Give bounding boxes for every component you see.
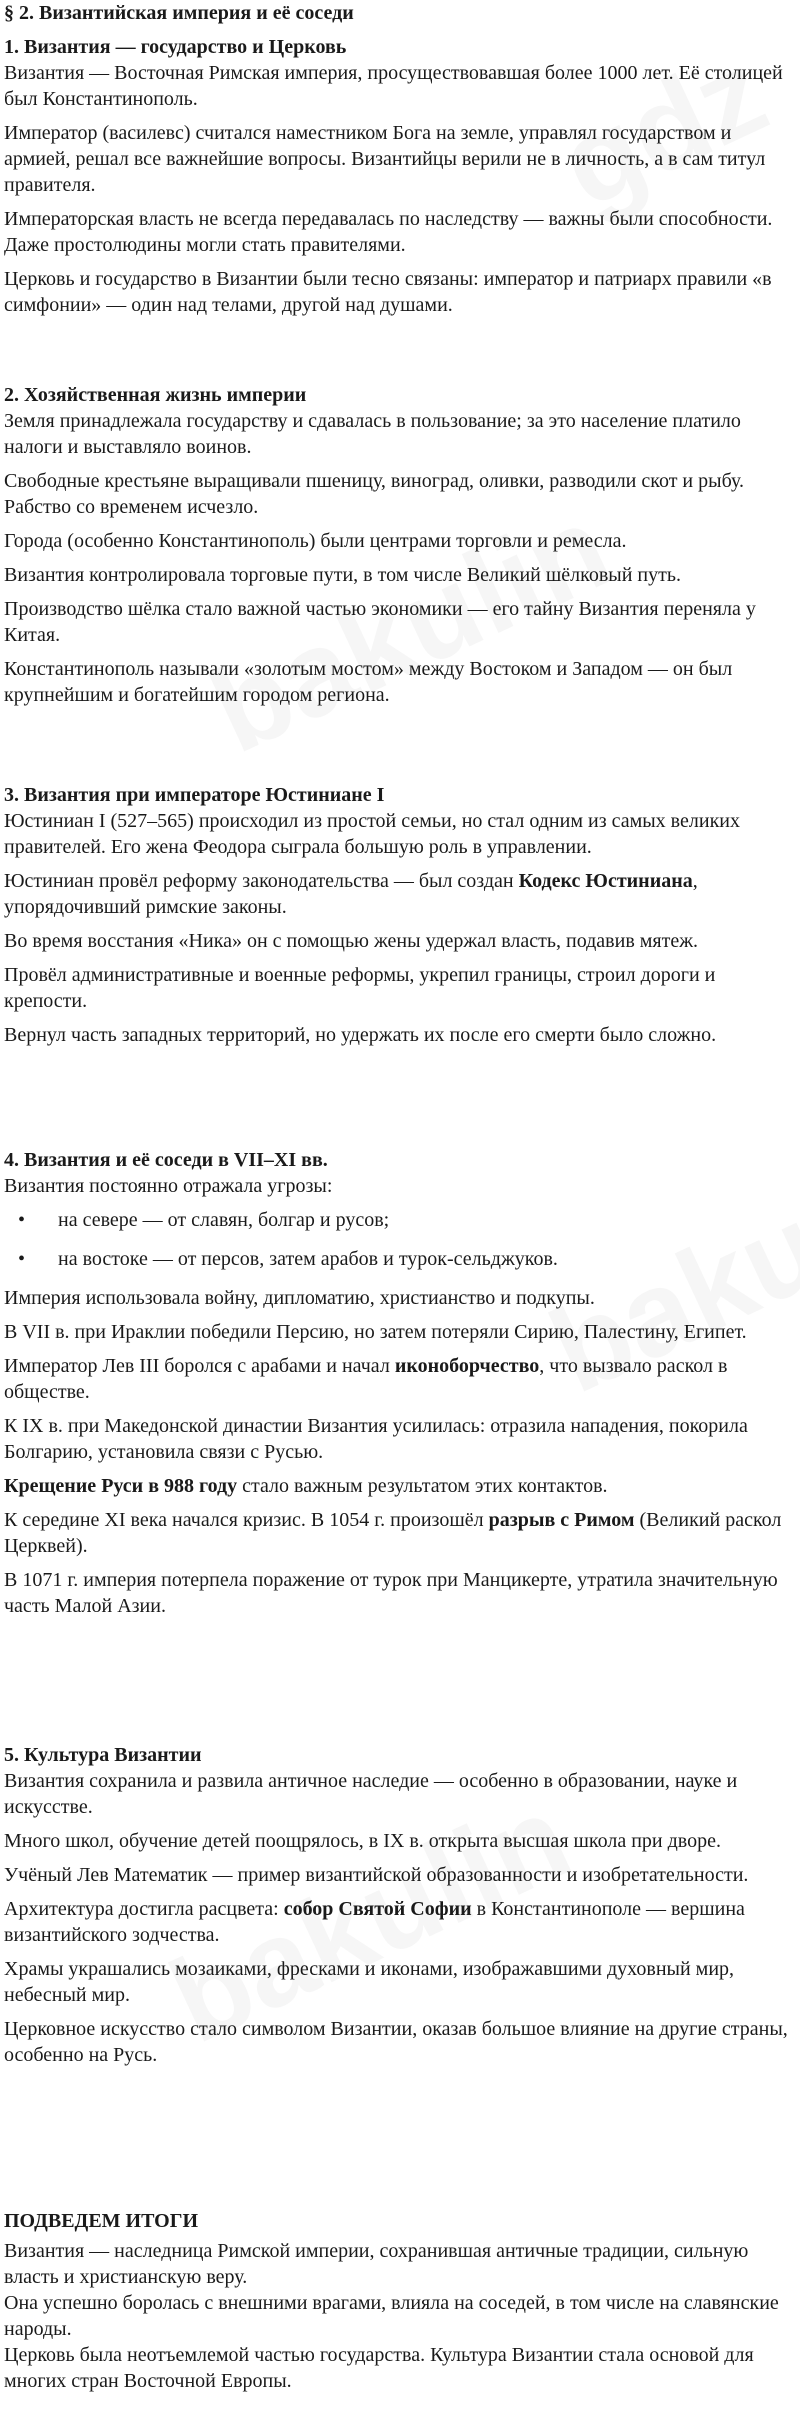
section-paragraph: Храмы украшались мозаиками, фресками и иконами, изображавшими духовный мир, небесный мир. [4,1958,735,2006]
section-paragraph: К IX в. при Македонской династии Византия усилилась: отразила нападения, покорила Болгарию, установила связи с Русью. [4,1415,748,1463]
summary-heading: ПОДВЕДЕМ ИТОГИ [4,2210,199,2232]
section-heading: 2. Хозяйственная жизнь империи [4,384,307,406]
section-paragraph: Земля принадлежала государству и сдавалась в пользование; за это население платило налоги и выставляло воинов. [4,410,741,458]
section-paragraph: Юстиниан I (527–565) происходил из простой семьи, но стал одним из самых великих правителей. Его жена Феодора сыграла большую роль в управлении. [4,810,740,858]
section-body [4,1768,788,2068]
section-paragraph: В VII в. при Ираклии победили Персию, но затем потеряли Сирию, Палестину, Египет. [4,1321,747,1343]
emphasis-text: Кодекс Юстиниана [518,870,693,892]
section-paragraph: Византия сохранила и развила античное наследие — особенно в образовании, науке и искусстве. [4,1770,738,1818]
emphasis-text: разрыв с Римом [488,1509,635,1531]
section-paragraph: Архитектура достигла расцвета: собор Святой Софии в Константинополе — вершина византийского зодчества. [4,1898,745,1946]
summary [4,2208,788,2394]
section-paragraph: Император (василевс) считался наместником Бога на земле, управлял государством и армией, решал все важнейшие вопросы. Византийцы верили не в личность, а в сам титул правителя. [4,122,766,196]
section-paragraph: В 1071 г. империя потерпела поражение от турок при Манцикерте, утратила значительную часть Малой Азии. [4,1569,778,1617]
section-paragraph: Города (особенно Константинополь) были центрами торговли и ремесла. [4,530,627,552]
list-item: • на севере — от славян, болгар и русов; [58,1207,788,1233]
section-intro: Византия постоянно отражала угрозы: [4,1175,333,1197]
section-paragraph: Провёл административные и военные реформы, укрепил границы, строил дороги и крепости. [4,964,716,1012]
section-paragraph: Византия — Восточная Римская империя, просуществовавшая более 1000 лет. Её столицей был Константинополь. [4,62,783,110]
section-paragraph: Учёный Лев Математик — пример византийской образованности и изобретательности. [4,1864,749,1886]
section-body [4,408,788,708]
summary-paragraph: Церковь была неотъемлемой частью государства. Культура Византии стала основой для многих стран Восточной Европы. [4,2344,754,2392]
section-heading: 5. Культура Византии [4,1744,202,1766]
summary-paragraph: Она успешно боролась с внешними врагами, влияла на соседей, в том числе на славянские народы. [4,2292,779,2340]
summary-paragraph: Византия — наследница Римской империи, сохранившая античные традиции, сильную власть и христианскую веру. [4,2240,749,2288]
section-paragraph: Производство шёлка стало важной частью экономики — его тайну Византия переняла у Китая. [4,598,756,646]
section-2 [4,382,788,716]
page-title: § 2. Византийская империя и её соседи [4,2,354,24]
section-heading: 3. Византия при императоре Юстиниане I [4,784,385,806]
section-paragraph: К середине XI века начался кризис. В 1054 г. произошёл разрыв с Римом (Великий раскол Церквей). [4,1509,782,1557]
section-paragraph: Константинополь называли «золотым мостом» между Востоком и Западом — он был крупнейшим и богатейшим городом региона. [4,658,733,706]
bullet-list [4,1207,788,1272]
section-heading: 4. Византия и её соседи в VII–XI вв. [4,1149,328,1171]
section-5 [4,1742,788,2076]
section-paragraph: Много школ, обучение детей поощрялось, в IX в. открыта высшая школа при дворе. [4,1830,721,1852]
section-paragraph: Империя использовала войну, дипломатию, христианство и подкупы. [4,1287,595,1309]
section-4 [4,1147,788,1627]
emphasis-text: Крещение Руси в 988 году [4,1475,238,1497]
section-body [4,808,788,1048]
section-body [4,1285,788,1619]
list-item: • на востоке — от персов, затем арабов и турок-сельджуков. [58,1246,788,1272]
section-heading: 1. Византия — государство и Церковь [4,36,347,58]
section-paragraph: Византия контролировала торговые пути, в том числе Великий шёлковый путь. [4,564,681,586]
section-3 [4,782,788,1056]
section-paragraph: Во время восстания «Ника» он с помощью жены удержал власть, подавив мятеж. [4,930,699,952]
section-body [4,60,788,318]
emphasis-text: иконоборчество [394,1355,540,1377]
section-paragraph: Свободные крестьяне выращивали пшеницу, виноград, оливки, разводили скот и рыбу. Рабство со временем исчезло. [4,470,744,518]
section-paragraph: Церковь и государство в Византии были тесно связаны: император и патриарх правили «в симфонии» — один над телами, другой над душами. [4,268,772,316]
emphasis-text: собор Святой Софии [283,1898,472,1920]
section-paragraph: Юстиниан провёл реформу законодательства — был создан Кодекс Юстиниана, упорядочивший римские законы. [4,870,698,918]
section-paragraph: Императорская власть не всегда передавалась по наследству — важны были способности. Даже простолюдины могли стать правителями. [4,208,773,256]
section-paragraph: Вернул часть западных территорий, но удержать их после его смерти было сложно. [4,1024,717,1046]
section-1 [4,34,788,326]
section-paragraph: Церковное искусство стало символом Византии, оказав большое влияние на другие страны, особенно на Русь. [4,2018,788,2066]
title-block [4,0,788,26]
section-paragraph: Император Лев III боролся с арабами и начал иконоборчество, что вызвало раскол в обществе. [4,1355,728,1403]
section-paragraph: Крещение Руси в 988 году стало важным результатом этих контактов. [4,1475,608,1497]
